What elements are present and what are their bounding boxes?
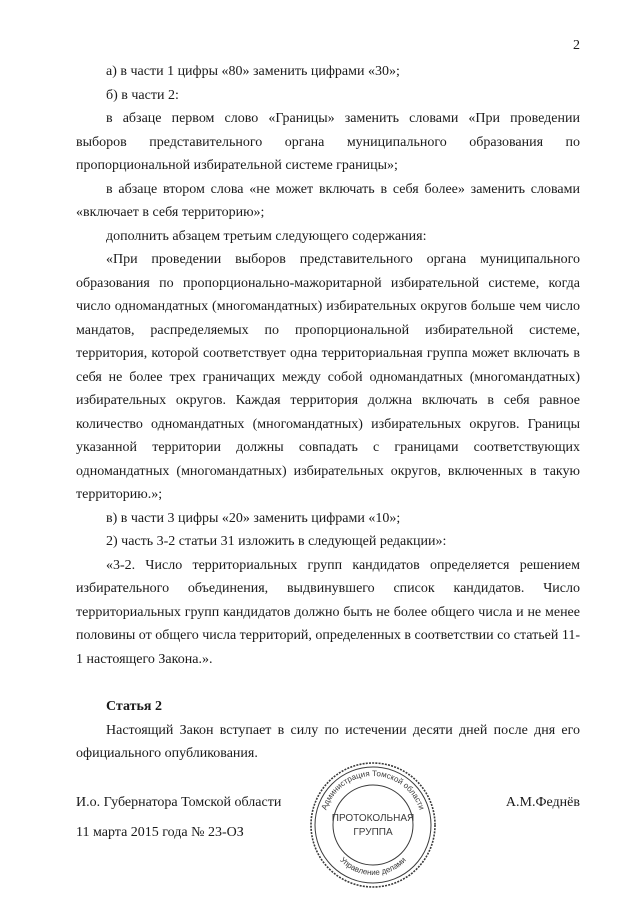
- article-heading: Статья 2: [106, 699, 162, 714]
- paragraph: в абзаце первом слово «Границы» заменить словами «При проведении выборов представительного органа муниципального образования по пропорциональной избирательной системе границы»;: [76, 111, 580, 173]
- stamp-center-line2: ГРУППА: [353, 827, 393, 838]
- paragraph: а) в части 1 цифры «80» заменить цифрами «30»;: [106, 64, 400, 79]
- page-number: 2: [573, 38, 580, 53]
- paragraph: дополнить абзацем третьим следующего содержания:: [106, 228, 427, 244]
- paragraph: в абзаце втором слова «не может включать в себя более» заменить словами «включает в себя территорию»;: [76, 181, 580, 220]
- stamp-outer-top-text: Администрация Томской области: [319, 768, 427, 812]
- paragraph: 2) часть 3-2 статьи 31 изложить в следующей редакции»:: [106, 534, 447, 549]
- stamp-center-line1: ПРОТОКОЛЬНАЯ: [331, 813, 415, 824]
- signer-position: И.о. Губернатора Томской области: [76, 795, 282, 810]
- law-date-number: 11 марта 2015 года № 23-ОЗ: [76, 825, 244, 840]
- stamp-outer-bottom-text: Управление делами: [338, 855, 408, 878]
- paragraph: б) в части 2:: [106, 87, 179, 103]
- official-stamp: [308, 760, 438, 890]
- paragraph: «3-2. Число территориальных групп кандидатов определяется решением избирательного объединения, выдвинувшего список кандидатов. Число территориальных групп кандидатов должно быть не более общего числа и не менее половины от общего числа территорий, определенных в соответствии со статьей 11-1 настоящего Закона.».: [76, 557, 581, 667]
- paragraph: «При проведении выборов представительного органа муниципального образования по пропорционально-мажоритарной избирательной системе, когда число одномандатных (многомандатных) избирательных округов больше чем число мандатов, распределяемых по пропорциональной избирательной системе, территория, которой соответствует одна территориальная группа может включать в себя не более трех граничащих между собой одномандатных (многомандатных) избирательных округов. Каждая территория должна включать в себя равное количество одномандатных (многомандатных) избирательных округов. Границы указанной территории должны совпадать с границами соответствующих одномандатных (многомандатных) избирательных округов, включенных в такую территорию.»;: [76, 252, 580, 502]
- document-body: [76, 60, 580, 766]
- article-text: Настоящий Закон вступает в силу по истечении десяти дней после дня его официального опубликования.: [76, 722, 580, 761]
- signer-name: А.М.Феднёв: [505, 795, 580, 810]
- paragraph: в) в части 3 цифры «20» заменить цифрами «10»;: [106, 510, 401, 526]
